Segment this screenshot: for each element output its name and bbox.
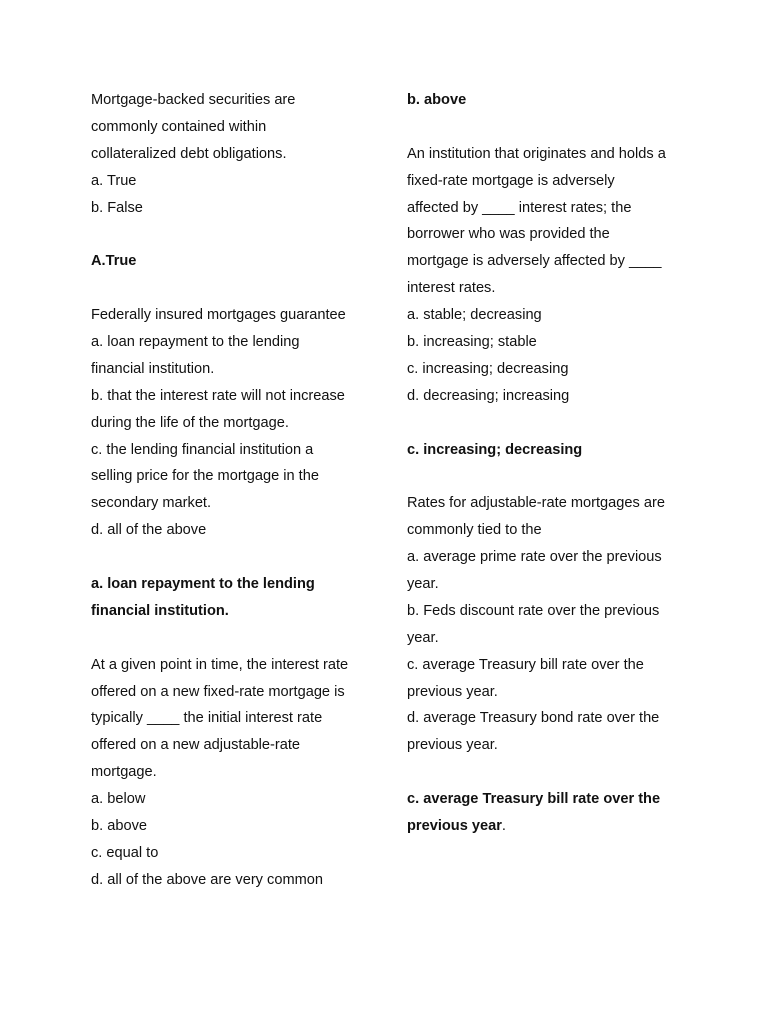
option-line: b. above: [91, 818, 147, 835]
option-line: a. True: [91, 172, 137, 189]
answer-line: a. loan repayment to the lending: [91, 576, 315, 593]
question-text-line: Federally insured mortgages guarantee: [91, 307, 346, 324]
option-line: d. all of the above are very common: [91, 871, 323, 888]
option-line: a. stable; decreasing: [407, 307, 542, 324]
option-line: a. below: [91, 791, 146, 808]
spacer: [91, 625, 376, 652]
option-line: c. the lending financial institution a: [91, 441, 314, 458]
option-line: b. False: [91, 199, 143, 216]
answer-line: b. above: [407, 92, 467, 108]
option-line: year.: [407, 576, 439, 593]
spacer: [91, 221, 376, 248]
question-5: [407, 490, 692, 759]
question-text-line: An institution that originates and holds a: [407, 145, 666, 162]
question-text-line: Rates for adjustable-rate mortgages are: [407, 495, 665, 512]
answer-line: c. increasing; decreasing: [407, 441, 583, 458]
answer-period: .: [501, 818, 506, 835]
question-text-line: mortgage is adversely affected by ____: [407, 253, 662, 270]
spacer: [407, 410, 692, 437]
question-4: [407, 141, 692, 410]
question-text-line: affected by ____ interest rates; the: [407, 199, 632, 216]
option-line: b. Feds discount rate over the previous: [407, 602, 660, 619]
option-line: during the life of the mortgage.: [91, 414, 289, 431]
answer-bold-text: previous year: [407, 818, 502, 835]
option-line: a. average prime rate over the previous: [407, 549, 662, 566]
right-column: [407, 87, 692, 840]
option-line: c. equal to: [91, 844, 159, 861]
option-line: c. average Treasury bill rate over the: [407, 656, 644, 673]
option-line: a. loan repayment to the lending: [91, 334, 300, 351]
answer-line: A.True: [91, 253, 137, 270]
question-text-line: At a given point in time, the interest rate: [91, 656, 349, 673]
question-text-line: collateralized debt obligations.: [91, 145, 287, 162]
answer-line: c. average Treasury bill rate over the: [407, 791, 661, 808]
question-text-line: interest rates.: [407, 280, 496, 297]
option-line: financial institution.: [91, 360, 215, 377]
question-text-line: commonly tied to the: [407, 522, 542, 539]
answer-line: [407, 813, 692, 840]
option-line: secondary market.: [91, 495, 212, 512]
question-text-line: offered on a new adjustable-rate: [91, 737, 301, 754]
question-text-line: typically ____ the initial interest rate: [91, 710, 323, 727]
left-column: [91, 87, 376, 894]
question-text-line: fixed-rate mortgage is adversely: [407, 172, 615, 189]
question-text-line: offered on a new fixed-rate mortgage is: [91, 683, 345, 700]
spacer: [407, 759, 692, 786]
question-2: [91, 302, 376, 544]
answer-line: financial institution.: [91, 602, 229, 619]
option-line: b. that the interest rate will not increase: [91, 387, 345, 404]
option-line: b. increasing; stable: [407, 334, 537, 351]
spacer: [91, 275, 376, 302]
question-3: [91, 652, 376, 894]
spacer: [407, 114, 692, 141]
option-line: d. decreasing; increasing: [407, 387, 570, 404]
option-line: selling price for the mortgage in the: [91, 468, 319, 485]
option-line: previous year.: [407, 683, 498, 700]
question-text-line: Mortgage-backed securities are: [91, 92, 296, 108]
option-line: d. average Treasury bond rate over the: [407, 710, 660, 727]
spacer: [91, 544, 376, 571]
option-line: d. all of the above: [91, 522, 207, 539]
spacer: [407, 463, 692, 490]
option-line: year.: [407, 629, 439, 646]
option-line: previous year.: [407, 737, 498, 754]
option-line: c. increasing; decreasing: [407, 360, 569, 377]
question-text-line: borrower who was provided the: [407, 226, 610, 243]
question-text-line: commonly contained within: [91, 118, 267, 135]
question-text-line: mortgage.: [91, 764, 157, 781]
question-1: [91, 87, 376, 221]
